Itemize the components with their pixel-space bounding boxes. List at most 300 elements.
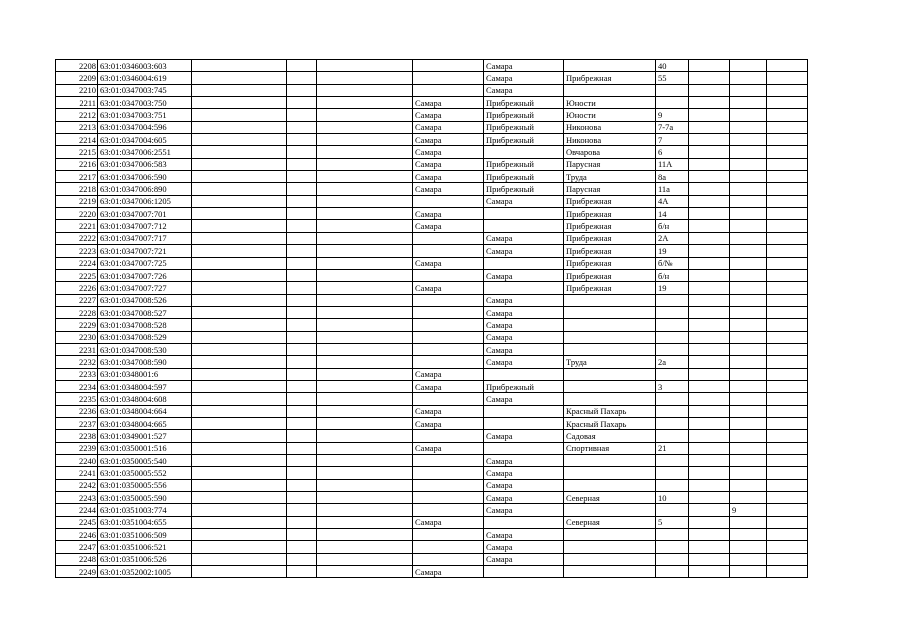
table-cell[interactable]: [413, 232, 484, 244]
cadastral-number-cell[interactable]: 63:01:0347007:725: [98, 257, 192, 269]
table-cell[interactable]: [689, 294, 730, 306]
table-cell[interactable]: [317, 566, 413, 578]
table-cell[interactable]: [317, 455, 413, 467]
cadastral-number-cell[interactable]: 63:01:0347006:890: [98, 183, 192, 195]
table-cell[interactable]: [689, 208, 730, 220]
table-cell[interactable]: [317, 405, 413, 417]
table-cell[interactable]: [192, 455, 287, 467]
table-cell[interactable]: [192, 269, 287, 281]
cadastral-number-cell[interactable]: 63:01:0347007:726: [98, 269, 192, 281]
table-cell[interactable]: [192, 492, 287, 504]
table-cell[interactable]: [192, 356, 287, 368]
table-cell[interactable]: Юности: [564, 109, 656, 121]
table-cell[interactable]: [192, 504, 287, 516]
table-cell[interactable]: [484, 146, 564, 158]
table-cell[interactable]: [767, 356, 808, 368]
table-cell[interactable]: [656, 541, 689, 553]
table-cell[interactable]: [317, 553, 413, 565]
row-number-cell[interactable]: 2244: [56, 504, 98, 516]
table-cell[interactable]: Прибрежный: [484, 97, 564, 109]
table-cell[interactable]: [564, 84, 656, 96]
table-cell[interactable]: [413, 356, 484, 368]
table-cell[interactable]: [413, 492, 484, 504]
table-cell[interactable]: [767, 492, 808, 504]
row-number-cell[interactable]: 2228: [56, 306, 98, 318]
table-cell[interactable]: [287, 455, 317, 467]
cadastral-number-cell[interactable]: 63:01:0351006:526: [98, 553, 192, 565]
table-cell[interactable]: [656, 504, 689, 516]
table-cell[interactable]: Красный Пахарь: [564, 405, 656, 417]
table-cell[interactable]: [192, 232, 287, 244]
cadastral-number-cell[interactable]: 63:01:0347006:590: [98, 171, 192, 183]
table-cell[interactable]: [730, 529, 767, 541]
table-cell[interactable]: Прибрежная: [564, 208, 656, 220]
table-cell[interactable]: [287, 529, 317, 541]
table-cell[interactable]: [767, 405, 808, 417]
table-cell[interactable]: [730, 442, 767, 454]
table-cell[interactable]: [767, 380, 808, 392]
table-cell[interactable]: [192, 306, 287, 318]
table-cell[interactable]: Самара: [413, 380, 484, 392]
table-cell[interactable]: Прибрежный: [484, 134, 564, 146]
table-cell[interactable]: 55: [656, 72, 689, 84]
table-cell[interactable]: [656, 84, 689, 96]
cadastral-number-cell[interactable]: 63:01:0347007:717: [98, 232, 192, 244]
cadastral-number-cell[interactable]: 63:01:0350005:590: [98, 492, 192, 504]
table-cell[interactable]: [192, 208, 287, 220]
row-number-cell[interactable]: 2223: [56, 245, 98, 257]
table-cell[interactable]: Прибрежная: [564, 220, 656, 232]
table-cell[interactable]: 5: [656, 516, 689, 528]
table-cell[interactable]: [656, 455, 689, 467]
table-cell[interactable]: Прибрежная: [564, 282, 656, 294]
table-cell[interactable]: [192, 467, 287, 479]
table-cell[interactable]: [317, 134, 413, 146]
row-number-cell[interactable]: 2248: [56, 553, 98, 565]
table-cell[interactable]: [689, 269, 730, 281]
table-cell[interactable]: [413, 269, 484, 281]
table-cell[interactable]: [564, 306, 656, 318]
table-cell[interactable]: Самара: [484, 319, 564, 331]
table-cell[interactable]: [413, 331, 484, 343]
table-cell[interactable]: [689, 306, 730, 318]
table-cell[interactable]: 6: [656, 146, 689, 158]
table-cell[interactable]: 11А: [656, 158, 689, 170]
table-cell[interactable]: [192, 282, 287, 294]
table-cell[interactable]: [287, 368, 317, 380]
cadastral-number-cell[interactable]: 63:01:0347003:745: [98, 84, 192, 96]
table-cell[interactable]: Самара: [484, 504, 564, 516]
table-cell[interactable]: [484, 220, 564, 232]
table-cell[interactable]: [317, 232, 413, 244]
table-cell[interactable]: [192, 109, 287, 121]
table-cell[interactable]: [767, 417, 808, 429]
table-cell[interactable]: [192, 183, 287, 195]
table-cell[interactable]: [317, 158, 413, 170]
table-cell[interactable]: [767, 553, 808, 565]
table-cell[interactable]: 7: [656, 134, 689, 146]
table-cell[interactable]: 4А: [656, 195, 689, 207]
table-cell[interactable]: [730, 257, 767, 269]
table-cell[interactable]: [484, 257, 564, 269]
table-cell[interactable]: [317, 380, 413, 392]
table-cell[interactable]: [656, 306, 689, 318]
row-number-cell[interactable]: 2241: [56, 467, 98, 479]
table-cell[interactable]: [656, 331, 689, 343]
table-cell[interactable]: [767, 72, 808, 84]
table-cell[interactable]: [564, 566, 656, 578]
table-cell[interactable]: [287, 306, 317, 318]
row-number-cell[interactable]: 2217: [56, 171, 98, 183]
row-number-cell[interactable]: 2213: [56, 121, 98, 133]
table-cell[interactable]: [413, 504, 484, 516]
table-cell[interactable]: Самара: [484, 331, 564, 343]
table-cell[interactable]: [192, 417, 287, 429]
table-cell[interactable]: б/№: [656, 257, 689, 269]
table-cell[interactable]: 19: [656, 282, 689, 294]
table-cell[interactable]: [317, 306, 413, 318]
table-cell[interactable]: 21: [656, 442, 689, 454]
table-cell[interactable]: [730, 479, 767, 491]
table-cell[interactable]: [689, 393, 730, 405]
cadastral-number-cell[interactable]: 63:01:0348004:665: [98, 417, 192, 429]
table-cell[interactable]: [689, 60, 730, 72]
row-number-cell[interactable]: 2239: [56, 442, 98, 454]
table-cell[interactable]: [689, 467, 730, 479]
row-number-cell[interactable]: 2246: [56, 529, 98, 541]
cadastral-number-cell[interactable]: 63:01:0351006:521: [98, 541, 192, 553]
table-cell[interactable]: [767, 97, 808, 109]
table-cell[interactable]: Труда: [564, 356, 656, 368]
table-cell[interactable]: [656, 553, 689, 565]
table-cell[interactable]: [317, 516, 413, 528]
table-cell[interactable]: [413, 430, 484, 442]
cadastral-number-cell[interactable]: 63:01:0347008:526: [98, 294, 192, 306]
row-number-cell[interactable]: 2227: [56, 294, 98, 306]
table-cell[interactable]: Самара: [484, 492, 564, 504]
row-number-cell[interactable]: 2236: [56, 405, 98, 417]
table-cell[interactable]: [192, 257, 287, 269]
table-cell[interactable]: [564, 331, 656, 343]
table-cell[interactable]: [287, 479, 317, 491]
table-cell[interactable]: [192, 529, 287, 541]
table-cell[interactable]: [767, 195, 808, 207]
table-cell[interactable]: Самара: [413, 405, 484, 417]
table-cell[interactable]: [689, 331, 730, 343]
table-cell[interactable]: 11а: [656, 183, 689, 195]
table-cell[interactable]: [689, 492, 730, 504]
table-cell[interactable]: [317, 257, 413, 269]
table-cell[interactable]: Самара: [413, 566, 484, 578]
table-cell[interactable]: [484, 516, 564, 528]
table-cell[interactable]: Самара: [413, 121, 484, 133]
table-cell[interactable]: [287, 319, 317, 331]
table-cell[interactable]: [413, 245, 484, 257]
cadastral-number-cell[interactable]: 63:01:0347008:528: [98, 319, 192, 331]
table-cell[interactable]: [730, 405, 767, 417]
table-cell[interactable]: Самара: [484, 84, 564, 96]
table-cell[interactable]: Самара: [413, 146, 484, 158]
cadastral-number-cell[interactable]: 63:01:0349001:527: [98, 430, 192, 442]
table-cell[interactable]: [689, 566, 730, 578]
table-cell[interactable]: [413, 195, 484, 207]
table-cell[interactable]: [287, 331, 317, 343]
table-cell[interactable]: [287, 430, 317, 442]
table-cell[interactable]: [192, 368, 287, 380]
table-cell[interactable]: [192, 84, 287, 96]
table-cell[interactable]: Самара: [413, 442, 484, 454]
row-number-cell[interactable]: 2224: [56, 257, 98, 269]
table-cell[interactable]: [730, 208, 767, 220]
table-cell[interactable]: Самара: [484, 541, 564, 553]
table-cell[interactable]: Прибрежная: [564, 72, 656, 84]
table-cell[interactable]: [317, 331, 413, 343]
table-cell[interactable]: [317, 504, 413, 516]
table-cell[interactable]: [564, 504, 656, 516]
table-cell[interactable]: [287, 380, 317, 392]
row-number-cell[interactable]: 2222: [56, 232, 98, 244]
table-cell[interactable]: Самара: [413, 282, 484, 294]
table-cell[interactable]: [767, 306, 808, 318]
table-cell[interactable]: [767, 84, 808, 96]
table-cell[interactable]: [413, 319, 484, 331]
table-cell[interactable]: [192, 319, 287, 331]
row-number-cell[interactable]: 2232: [56, 356, 98, 368]
table-cell[interactable]: [317, 442, 413, 454]
table-cell[interactable]: [484, 417, 564, 429]
table-cell[interactable]: [689, 245, 730, 257]
row-number-cell[interactable]: 2214: [56, 134, 98, 146]
table-cell[interactable]: [689, 455, 730, 467]
table-cell[interactable]: 3: [656, 380, 689, 392]
cadastral-number-cell[interactable]: 63:01:0350005:540: [98, 455, 192, 467]
cadastral-number-cell[interactable]: 63:01:0351006:509: [98, 529, 192, 541]
row-number-cell[interactable]: 2208: [56, 60, 98, 72]
table-cell[interactable]: [192, 158, 287, 170]
table-cell[interactable]: [484, 442, 564, 454]
table-cell[interactable]: Самара: [484, 72, 564, 84]
table-cell[interactable]: [730, 60, 767, 72]
table-cell[interactable]: 2А: [656, 232, 689, 244]
table-cell[interactable]: [767, 257, 808, 269]
table-cell[interactable]: [689, 232, 730, 244]
table-cell[interactable]: б/н: [656, 220, 689, 232]
row-number-cell[interactable]: 2233: [56, 368, 98, 380]
table-cell[interactable]: [730, 195, 767, 207]
table-cell[interactable]: [564, 368, 656, 380]
row-number-cell[interactable]: 2247: [56, 541, 98, 553]
table-cell[interactable]: [192, 331, 287, 343]
table-cell[interactable]: Парусная: [564, 183, 656, 195]
row-number-cell[interactable]: 2209: [56, 72, 98, 84]
row-number-cell[interactable]: 2210: [56, 84, 98, 96]
table-cell[interactable]: [287, 492, 317, 504]
table-cell[interactable]: [564, 455, 656, 467]
table-cell[interactable]: [287, 553, 317, 565]
table-cell[interactable]: [730, 282, 767, 294]
table-cell[interactable]: [564, 479, 656, 491]
table-cell[interactable]: [767, 442, 808, 454]
table-cell[interactable]: Самара: [484, 343, 564, 355]
table-cell[interactable]: [192, 430, 287, 442]
table-cell[interactable]: [767, 183, 808, 195]
table-cell[interactable]: [287, 343, 317, 355]
table-cell[interactable]: [689, 368, 730, 380]
table-cell[interactable]: Прибрежный: [484, 183, 564, 195]
table-cell[interactable]: Самара: [413, 171, 484, 183]
table-cell[interactable]: [287, 566, 317, 578]
table-cell[interactable]: [192, 97, 287, 109]
table-cell[interactable]: [730, 220, 767, 232]
table-cell[interactable]: [192, 72, 287, 84]
table-cell[interactable]: [656, 467, 689, 479]
table-cell[interactable]: [730, 158, 767, 170]
table-cell[interactable]: [317, 479, 413, 491]
table-cell[interactable]: [192, 220, 287, 232]
table-cell[interactable]: [192, 553, 287, 565]
table-cell[interactable]: [413, 541, 484, 553]
table-cell[interactable]: [656, 343, 689, 355]
table-cell[interactable]: [287, 109, 317, 121]
table-cell[interactable]: Самара: [484, 245, 564, 257]
table-cell[interactable]: [767, 467, 808, 479]
table-cell[interactable]: [413, 294, 484, 306]
table-cell[interactable]: [317, 183, 413, 195]
table-cell[interactable]: Самара: [413, 183, 484, 195]
table-cell[interactable]: [689, 183, 730, 195]
table-cell[interactable]: [564, 529, 656, 541]
table-cell[interactable]: Самара: [413, 516, 484, 528]
table-cell[interactable]: 9: [730, 504, 767, 516]
table-cell[interactable]: [730, 566, 767, 578]
table-cell[interactable]: [287, 417, 317, 429]
table-cell[interactable]: [317, 356, 413, 368]
table-cell[interactable]: [564, 467, 656, 479]
table-cell[interactable]: [192, 294, 287, 306]
table-cell[interactable]: [689, 430, 730, 442]
table-cell[interactable]: [287, 195, 317, 207]
cadastral-number-cell[interactable]: 63:01:0347007:712: [98, 220, 192, 232]
table-cell[interactable]: [413, 467, 484, 479]
cadastral-number-cell[interactable]: 63:01:0347008:527: [98, 306, 192, 318]
table-cell[interactable]: [317, 492, 413, 504]
cadastral-number-cell[interactable]: 63:01:0346003:603: [98, 60, 192, 72]
table-cell[interactable]: [192, 541, 287, 553]
table-cell[interactable]: [564, 393, 656, 405]
table-cell[interactable]: [484, 208, 564, 220]
table-cell[interactable]: [287, 269, 317, 281]
table-cell[interactable]: Самара: [484, 269, 564, 281]
table-cell[interactable]: [730, 97, 767, 109]
table-cell[interactable]: Самара: [484, 195, 564, 207]
table-cell[interactable]: [689, 84, 730, 96]
table-cell[interactable]: [287, 171, 317, 183]
table-cell[interactable]: Самара: [413, 208, 484, 220]
cadastral-number-cell[interactable]: 63:01:0347003:750: [98, 97, 192, 109]
table-cell[interactable]: [287, 183, 317, 195]
table-cell[interactable]: [689, 134, 730, 146]
table-cell[interactable]: [564, 294, 656, 306]
table-cell[interactable]: [484, 405, 564, 417]
table-cell[interactable]: [730, 393, 767, 405]
cadastral-number-cell[interactable]: 63:01:0348001:6: [98, 368, 192, 380]
row-number-cell[interactable]: 2230: [56, 331, 98, 343]
table-cell[interactable]: Никонова: [564, 134, 656, 146]
table-cell[interactable]: [192, 245, 287, 257]
table-cell[interactable]: [767, 134, 808, 146]
table-cell[interactable]: [287, 356, 317, 368]
table-cell[interactable]: [767, 232, 808, 244]
table-cell[interactable]: [317, 146, 413, 158]
table-cell[interactable]: [287, 60, 317, 72]
table-cell[interactable]: [413, 455, 484, 467]
table-cell[interactable]: [730, 232, 767, 244]
table-cell[interactable]: [192, 146, 287, 158]
table-cell[interactable]: [730, 121, 767, 133]
table-cell[interactable]: [689, 220, 730, 232]
table-cell[interactable]: [730, 294, 767, 306]
table-cell[interactable]: [287, 232, 317, 244]
row-number-cell[interactable]: 2218: [56, 183, 98, 195]
table-cell[interactable]: Самара: [413, 220, 484, 232]
cadastral-number-cell[interactable]: 63:01:0347008:529: [98, 331, 192, 343]
table-cell[interactable]: [767, 60, 808, 72]
table-cell[interactable]: [317, 208, 413, 220]
row-number-cell[interactable]: 2215: [56, 146, 98, 158]
table-cell[interactable]: [767, 146, 808, 158]
table-cell[interactable]: Парусная: [564, 158, 656, 170]
table-cell[interactable]: [730, 183, 767, 195]
table-cell[interactable]: [192, 393, 287, 405]
table-cell[interactable]: Самара: [484, 60, 564, 72]
table-cell[interactable]: [656, 417, 689, 429]
cadastral-number-cell[interactable]: 63:01:0347004:596: [98, 121, 192, 133]
table-cell[interactable]: Спортивная: [564, 442, 656, 454]
table-cell[interactable]: [287, 220, 317, 232]
cadastral-number-cell[interactable]: 63:01:0348004:608: [98, 393, 192, 405]
row-number-cell[interactable]: 2245: [56, 516, 98, 528]
row-number-cell[interactable]: 2226: [56, 282, 98, 294]
table-cell[interactable]: [317, 60, 413, 72]
table-cell[interactable]: [287, 541, 317, 553]
table-cell[interactable]: [689, 417, 730, 429]
table-cell[interactable]: [192, 479, 287, 491]
table-cell[interactable]: [484, 566, 564, 578]
table-cell[interactable]: [767, 245, 808, 257]
table-cell[interactable]: Самара: [484, 553, 564, 565]
table-cell[interactable]: [656, 479, 689, 491]
table-cell[interactable]: [287, 504, 317, 516]
table-cell[interactable]: [730, 306, 767, 318]
table-cell[interactable]: [413, 84, 484, 96]
table-cell[interactable]: Самара: [484, 430, 564, 442]
table-cell[interactable]: [564, 60, 656, 72]
table-cell[interactable]: [689, 343, 730, 355]
cadastral-number-cell[interactable]: 63:01:0347008:590: [98, 356, 192, 368]
table-cell[interactable]: Прибрежный: [484, 171, 564, 183]
table-cell[interactable]: [656, 566, 689, 578]
table-cell[interactable]: [317, 467, 413, 479]
table-cell[interactable]: 40: [656, 60, 689, 72]
table-cell[interactable]: [656, 430, 689, 442]
table-cell[interactable]: [767, 208, 808, 220]
table-cell[interactable]: Северная: [564, 492, 656, 504]
table-cell[interactable]: [730, 343, 767, 355]
table-cell[interactable]: [317, 529, 413, 541]
cadastral-number-cell[interactable]: 63:01:0346004:619: [98, 72, 192, 84]
table-cell[interactable]: [413, 60, 484, 72]
table-cell[interactable]: [287, 294, 317, 306]
